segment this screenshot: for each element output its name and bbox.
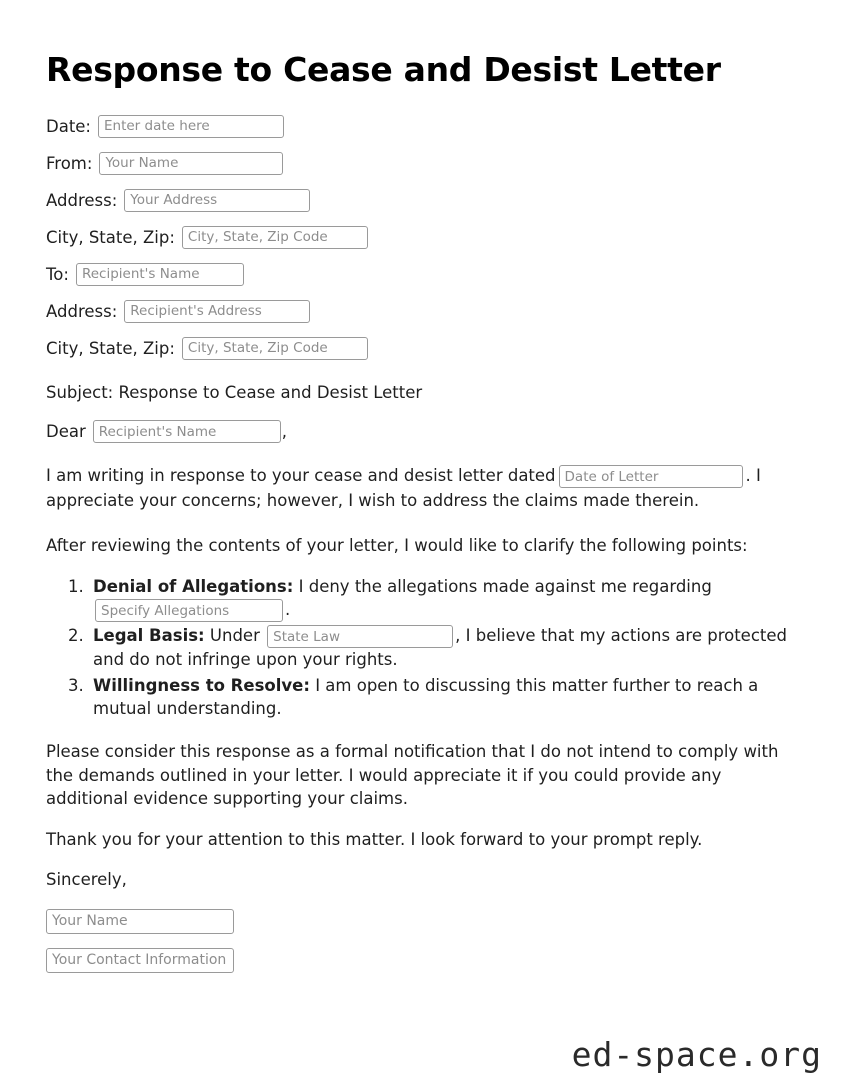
field-row-recipient-city (46, 337, 798, 360)
sender-fields-group (46, 115, 798, 249)
closing-paragraph: Please consider this response as a formal notification that I do not intend to comply with the demands outlined in your letter. I would appreciate it if you could provide any additional evidence supporting your claims. (46, 742, 779, 809)
signature-fields-group (46, 909, 798, 973)
field-row-sender-address (46, 189, 798, 212)
from-label: From: (46, 153, 93, 173)
recipient-address-input[interactable] (124, 300, 310, 323)
point-text-after: . (285, 600, 291, 620)
field-row-to (46, 263, 798, 286)
salutation-word: Dear (46, 422, 86, 442)
letter-date-input[interactable] (559, 465, 743, 488)
sender-address-input[interactable] (124, 189, 310, 212)
field-row-sender-city (46, 226, 798, 249)
date-label: Date: (46, 116, 91, 136)
recipient-city-label: City, State, Zip: (46, 338, 175, 358)
list-item (89, 674, 798, 721)
recipient-address-label: Address: (46, 301, 118, 321)
salutation-name-input[interactable] (93, 420, 281, 443)
subject-line: Subject: Response to Cease and Desist Letter (46, 382, 423, 402)
allegations-input[interactable] (95, 599, 283, 622)
salutation-line (46, 420, 798, 443)
point-heading: Legal Basis: (93, 626, 205, 646)
signature-name-row (46, 909, 798, 934)
signature-contact-input[interactable] (46, 948, 234, 973)
field-row-recipient-address (46, 300, 798, 323)
recipient-city-state-zip-input[interactable] (182, 337, 368, 360)
sign-off: Sincerely, (46, 870, 127, 890)
point-text-after: , I believe that my actions are protected and do not infringe upon your rights. (93, 626, 788, 670)
point-text-before: Under (209, 626, 260, 646)
opening-paragraph (46, 463, 798, 513)
to-label: To: (46, 264, 69, 284)
thanks-paragraph: Thank you for your attention to this matter. I look forward to your prompt reply. (46, 829, 703, 849)
date-input[interactable] (98, 115, 284, 138)
point-heading: Denial of Allegations: (93, 576, 294, 596)
points-intro-paragraph: After reviewing the contents of your letter, I would like to clarify the following points: (46, 536, 748, 556)
signature-name-input[interactable] (46, 909, 234, 934)
list-item (89, 624, 798, 671)
sender-city-label: City, State, Zip: (46, 227, 175, 247)
sender-name-input[interactable] (99, 152, 283, 175)
recipient-fields-group (46, 263, 798, 360)
field-row-date (46, 115, 798, 138)
field-row-from (46, 152, 798, 175)
signature-contact-row (46, 948, 798, 973)
point-text-before: I am open to discussing this matter further to reach a mutual understanding. (93, 675, 759, 719)
opening-text-after: . I appreciate your concerns; however, I wish to address the claims made therein. (46, 466, 761, 511)
point-text-before: I deny the allegations made against me regarding (298, 576, 712, 596)
recipient-name-input[interactable] (76, 263, 244, 286)
sender-city-state-zip-input[interactable] (182, 226, 368, 249)
state-law-input[interactable] (267, 625, 453, 648)
point-heading: Willingness to Resolve: (93, 675, 310, 695)
points-list (46, 575, 798, 721)
site-watermark: ed-space.org (571, 1035, 822, 1074)
list-item (89, 575, 798, 622)
sender-address-label: Address: (46, 190, 118, 210)
opening-text-before: I am writing in response to your cease and desist letter dated (46, 466, 556, 486)
page-title: Response to Cease and Desist Letter (46, 50, 721, 89)
salutation-comma: , (281, 422, 288, 442)
